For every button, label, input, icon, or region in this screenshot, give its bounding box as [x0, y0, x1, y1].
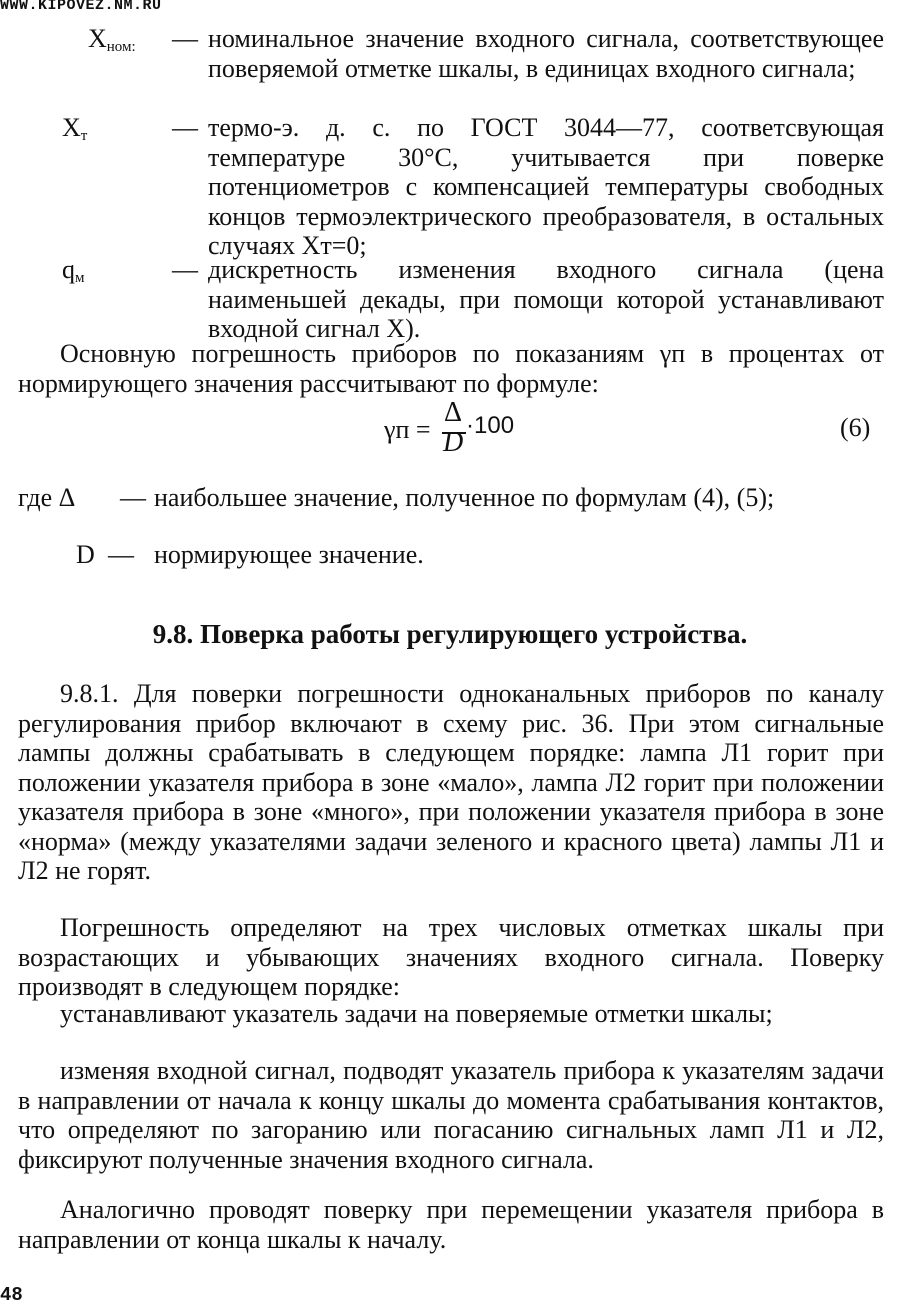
symbol-letter: q: [62, 255, 75, 284]
where-prefix: где Δ: [18, 483, 76, 512]
symbol-subscript: м: [75, 270, 85, 286]
formula-lhs: γп =: [384, 415, 431, 444]
definition-dash: —: [172, 113, 198, 142]
definition-symbol: [62, 255, 85, 285]
definition-dash: —: [172, 255, 198, 284]
page-number: 48: [0, 1284, 23, 1306]
definition-symbol: [88, 24, 136, 54]
where-text: нормирующее значение.: [154, 540, 424, 569]
paragraph-9-8-1: 9.8.1. Для поверки погрешности одноканальных приборов по каналу регулирования прибор включают в схему рис. 36. При этом сигнальные лампы должны срабатывать в следующем порядке: лампа Л1 горит при положении указателя прибора в зоне «мало», лампа Л2 горит при положении указателя прибора в зоне «много», при положении указателя прибора в зоне «норма» (между указателями задачи зеленого и красного цвета) лампы Л1 и Л2 не горят.: [18, 679, 884, 885]
definition-dash: —: [172, 24, 198, 53]
where-dash: —: [120, 483, 146, 512]
where-prefix: D: [76, 540, 95, 569]
definition-text: номинальное значение входного сигнала, соответствующее поверяемой отметке шкалы, в единицах входного сигнала;: [208, 24, 884, 83]
definition-text: дискретность изменения входного сигнала (цена наименьшей декады, при помощи которой устанавливают входной сигнал X).: [208, 255, 884, 343]
paragraph-reverse-check: Аналогично проводят поверку при перемещении указателя прибора в направлении от конца шкалы к началу.: [18, 1195, 884, 1254]
formula-numerator: Δ: [444, 397, 463, 428]
where-dash: —: [108, 540, 134, 569]
where-text: наибольшее значение, полученное по формулам (4), (5);: [154, 483, 775, 512]
formula-denominator: D: [443, 427, 464, 458]
intro-paragraph: Основную погрешность приборов по показаниям γп в процентах от нормирующего значения рассчитывают по формуле:: [18, 339, 884, 398]
symbol-subscript: т: [80, 128, 88, 144]
site-watermark: WWW.KIPOVEZ.NM.RU: [0, 0, 162, 14]
definition-text: термо-э. д. с. по ГОСТ 3044—77, соответсвующая температуре 30°С, учитывается при поверке потенциометров с компенсацией температуры свободных концов термоэлектрического преобразователя, в остальных случаях Xт=0;: [208, 113, 884, 260]
paragraph-error-method: Погрешность определяют на трех числовых отметках шкалы при возрастающих и убывающих значениях входного сигнала. Поверку производят в следующем порядке:: [18, 913, 884, 1001]
paragraph-step-set-pointer: устанавливают указатель задачи на поверяемые отметки шкалы;: [60, 999, 773, 1028]
definition-symbol: [62, 113, 87, 143]
symbol-letter: X: [62, 113, 81, 142]
symbol-letter: X: [88, 24, 107, 53]
section-heading: 9.8. Поверка работы регулирующего устройства.: [152, 619, 748, 649]
formula-6: [384, 398, 524, 458]
equation-number: (6): [840, 413, 871, 442]
formula-multiplier: ·100: [466, 412, 515, 439]
symbol-subscript: ном:: [106, 39, 136, 55]
paragraph-step-change-signal: изменяя входной сигнал, подводят указатель прибора к указателям задачи в направлении от начала к концу шкалы до момента срабатывания контактов, что определяют по загоранию или погасанию сигнальных ламп Л1 и Л2, фиксируют полученные значения входного сигнала.: [18, 1056, 884, 1174]
